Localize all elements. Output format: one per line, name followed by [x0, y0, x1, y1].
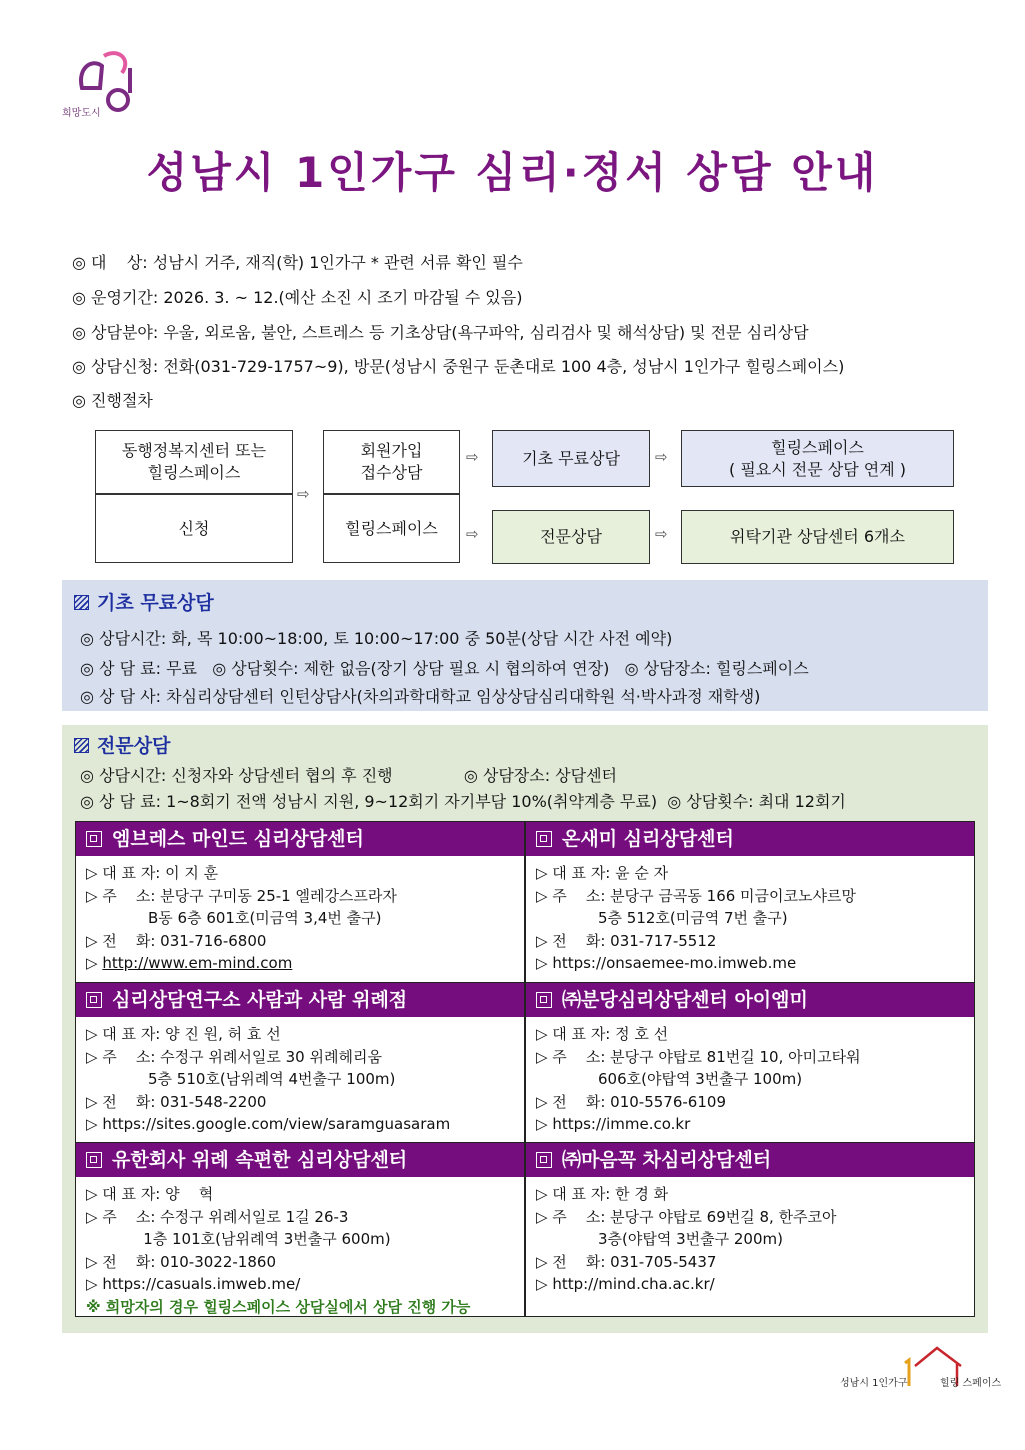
center-address: ▷ 주 소: 분당구 야탑로 69번길 8, 한주코아: [536, 1207, 837, 1226]
logo-caption: 희망도시: [62, 108, 101, 119]
flow-box-register: 회원가입 접수상담: [323, 430, 460, 494]
center-rep: ▷ 대 표 자: 정 호 선: [536, 1025, 669, 1043]
flow-arrow-icon: ⇨: [655, 525, 668, 543]
center-name: 유한회사 위례 속편한 심리상담센터: [112, 1149, 408, 1171]
footer-left-text: 성남시 1인가구: [840, 1378, 908, 1389]
center-header: [526, 822, 974, 856]
center-header: [76, 1143, 524, 1177]
center-header: [526, 983, 974, 1017]
page-title: 성남시 1인가구 심리·정서 상담 안내: [146, 148, 879, 197]
center-address-detail: 1층 101호(남위례역 3번출구 600m): [86, 1230, 391, 1248]
center-info: ▷ 대 표 자: 양 혁 ▷ 주 소: 수정구 위례서일로 1길 26-3 1층 101호(남위례역 3번출구 600m) ▷ 전 화: 010-3022-1860 ▷ https://casuals.imweb.me/ ※ 희망자의 경우 힐링스페이스 상담실에서 상담 진행 가능: [86, 1183, 470, 1318]
flow-box-expert: 전문상담: [492, 510, 650, 564]
center-address-detail: B동 6층 601호(미금역 3,4번 출구): [86, 909, 382, 927]
basic-hours: ◎ 상담시간: 화, 목 10:00~18:00, 토 10:00~17:00 중 50분(상담 시간 사전 예약): [80, 629, 673, 648]
center-header: [76, 983, 524, 1017]
center-name: 엠브레스 마인드 심리상담센터: [112, 828, 364, 850]
info-apply: ◎ 상담신청: 전화(031-729-1757~9), 방문(성남시 중원구 둔촌대로 100 4층, 성남시 1인가구 힐링스페이스): [72, 357, 845, 376]
flow-box-basic: 기초 무료상담: [492, 430, 650, 487]
basic-section-title: [74, 588, 214, 615]
basic-fee: ◎ 상 담 료: 무료 ◎ 상담횟수: 제한 없음(장기 상담 필요 시 협의하여 연장) ◎ 상담장소: 힐링스페이스: [80, 659, 809, 678]
square-icon: [536, 1152, 552, 1168]
center-address-detail: 5층 510호(남위례역 4번출구 100m): [86, 1070, 396, 1088]
center-phone: ▷ 전 화: 031-705-5437: [536, 1252, 717, 1271]
center-name: ㈜마음꼭 차심리상담센터: [562, 1149, 772, 1171]
flow-arrow-icon: ⇨: [297, 485, 310, 503]
flow-box-apply: 신청: [95, 494, 293, 563]
square-icon: [86, 1152, 102, 1168]
flow-box-centers: 위탁기관 상담센터 6개소: [681, 510, 954, 564]
expert-fee: ◎ 상 담 료: 1~8회기 전액 성남시 지원, 9~12회기 자기부담 10%(취약계층 무료) ◎ 상담횟수: 최대 12회기: [80, 792, 846, 811]
expert-section-title: [74, 731, 170, 758]
center-link[interactable]: https://sites.google.com/view/saramguasaram: [102, 1115, 451, 1133]
expert-hours: ◎ 상담시간: 신청자와 상담센터 협의 후 진행 ◎ 상담장소: 상담센터: [80, 766, 617, 785]
center-address: ▷ 주 소: 분당구 금곡동 166 미금이코노샤르망: [536, 886, 856, 905]
center-rep: ▷ 대 표 자: 한 경 화: [536, 1185, 669, 1203]
center-phone: ▷ 전 화: 010-5576-6109: [536, 1092, 726, 1111]
center-header: [526, 1143, 974, 1177]
center-address-detail: 5층 512호(미금역 7번 출구): [536, 909, 788, 927]
square-icon: [536, 992, 552, 1008]
center-info: ▷ 대 표 자: 이 지 훈 ▷ 주 소: 분당구 구미동 25-1 엘레강스프라자 B동 6층 601호(미금역 3,4번 출구) ▷ 전 화: 031-716-6800 ▷ http://www.em-mind.com: [86, 864, 397, 972]
info-process: ◎ 진행절차: [72, 391, 153, 410]
centers-table: [75, 821, 975, 1317]
hatch-icon: [74, 595, 89, 610]
center-address: ▷ 주 소: 수정구 위례서일로 1길 26-3: [86, 1207, 349, 1226]
flow-box-healing-connect: 힐링스페이스 ( 필요시 전문 상담 연계 ): [681, 430, 954, 487]
center-address-detail: 606호(야탑역 3번출구 100m): [536, 1070, 803, 1088]
flow-box-healing-space: 힐링스페이스: [323, 494, 460, 563]
flow-arrow-icon: ⇨: [466, 448, 479, 466]
center-link[interactable]: http://www.em-mind.com: [102, 954, 293, 972]
center-info: ▷ 대 표 자: 한 경 화 ▷ 주 소: 분당구 야탑로 69번길 8, 한주코아 3층(야탑역 3번출구 200m) ▷ 전 화: 031-705-5437 ▷ http://mind.cha.ac.kr/: [536, 1185, 837, 1293]
square-icon: [86, 992, 102, 1008]
center-link[interactable]: https://casuals.imweb.me/: [102, 1275, 301, 1293]
center-header: [76, 822, 524, 856]
square-icon: [86, 831, 102, 847]
center-phone: ▷ 전 화: 010-3022-1860: [86, 1252, 276, 1271]
info-field: ◎ 상담분야: 우울, 외로움, 불안, 스트레스 등 기초상담(욕구파악, 심리검사 및 해석상담) 및 전문 심리상담: [72, 323, 809, 342]
center-info: ▷ 대 표 자: 윤 순 자 ▷ 주 소: 분당구 금곡동 166 미금이코노샤르망 5층 512호(미금역 7번 출구) ▷ 전 화: 031-717-5512 ▷ https://onsaemee-mo.imweb.me: [536, 864, 856, 972]
center-address-detail: 3층(야탑역 3번출구 200m): [536, 1230, 783, 1248]
center-rep: ▷ 대 표 자: 양 진 원, 허 효 선: [86, 1025, 281, 1043]
info-target: ◎ 대 상: 성남시 거주, 재직(학) 1인가구 * 관련 서류 확인 필수: [72, 253, 523, 272]
center-name: 심리상담연구소 사람과 사람 위례점: [112, 989, 408, 1011]
flow-arrow-icon: ⇨: [655, 448, 668, 466]
center-info: ▷ 대 표 자: 정 호 선 ▷ 주 소: 분당구 야탑로 81번길 10, 아미고타워 606호(야탑역 3번출구 100m) ▷ 전 화: 010-5576-6109 ▷ https://imme.co.kr: [536, 1025, 861, 1133]
center-link[interactable]: https://imme.co.kr: [552, 1115, 691, 1133]
center-phone: ▷ 전 화: 031-716-6800: [86, 931, 267, 950]
flow-arrow-icon: ⇨: [466, 525, 479, 543]
center-link[interactable]: http://mind.cha.ac.kr/: [552, 1275, 715, 1293]
basic-counselor: ◎ 상 담 사: 차심리상담센터 인턴상담사(차의과학대학교 임상상담심리대학원 석·박사과정 재학생): [80, 687, 761, 706]
square-icon: [536, 831, 552, 847]
center-address: ▷ 주 소: 수정구 위례서일로 30 위례헤리움: [86, 1047, 382, 1066]
basic-title-text: 기초 무료상담: [97, 592, 214, 614]
center-address: ▷ 주 소: 분당구 야탑로 81번길 10, 아미고타워: [536, 1047, 861, 1066]
center-rep: ▷ 대 표 자: 양 혁: [86, 1185, 214, 1203]
center-phone: ▷ 전 화: 031-548-2200: [86, 1092, 267, 1111]
center-link[interactable]: https://onsaemee-mo.imweb.me: [552, 954, 797, 972]
expert-title-text: 전문상담: [97, 735, 171, 757]
basic-section: [62, 580, 988, 711]
center-name: ㈜분당심리상담센터 아이엠미: [562, 989, 808, 1011]
center-info: ▷ 대 표 자: 양 진 원, 허 효 선 ▷ 주 소: 수정구 위례서일로 30 위례헤리움 5층 510호(남위례역 4번출구 100m) ▷ 전 화: 031-548-2200 ▷ https://sites.google.com/view/saramguasaram: [86, 1025, 451, 1133]
center-phone: ▷ 전 화: 031-717-5512: [536, 931, 717, 950]
center-rep: ▷ 대 표 자: 이 지 훈: [86, 864, 219, 882]
center-note: ※ 희망자의 경우 힐링스페이스 상담실에서 상담 진행 가능: [86, 1297, 471, 1316]
footer-right-text: 힐링 스페이스: [940, 1378, 1002, 1389]
center-rep: ▷ 대 표 자: 윤 순 자: [536, 864, 669, 882]
hatch-icon: [74, 738, 89, 753]
flow-box-apply-place: 동행정복지센터 또는 힐링스페이스: [95, 430, 293, 494]
center-address: ▷ 주 소: 분당구 구미동 25-1 엘레강스프라자: [86, 886, 397, 905]
info-period: ◎ 운영기간: 2026. 3. ~ 12.(예산 소진 시 조기 마감될 수 있음): [72, 288, 523, 307]
center-name: 온새미 심리상담센터: [562, 828, 734, 850]
